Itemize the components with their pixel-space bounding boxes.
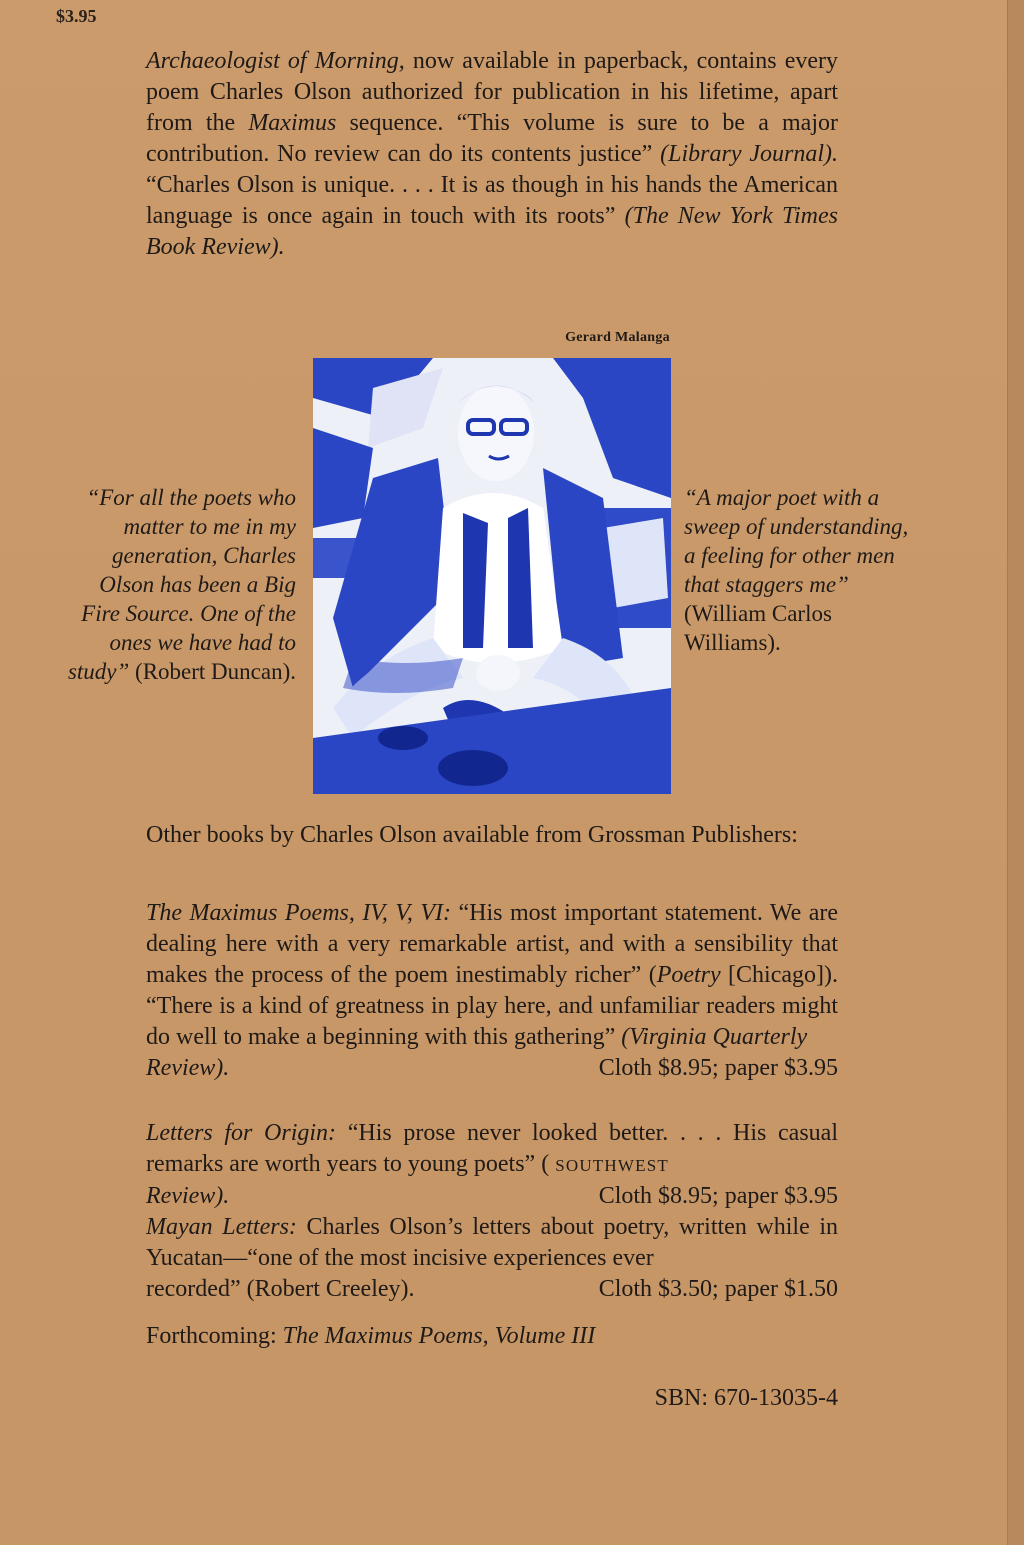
quote-william-carlos-williams: “A major poet with a sweep of understanding, a feeling for other men that staggers me” (William Carlos Williams).	[684, 485, 909, 655]
price-line: recorded” (Robert Creeley). Cloth $3.50; paper $1.50	[146, 1274, 838, 1305]
intro-paragraph: Archaeologist of Morning, now available in paperback, contains every poem Charles Olson authorized for publication in his lifetime, apart from the Maximus sequence. “This volume is sure to be a major contribution. No review can do its contents justice” (Library Journal). “Charles Olson is unique. . . . It is as though in his hands the American language is once again in touch with its roots” (The New York Times Book Review).	[146, 48, 838, 260]
book-title: Mayan Letters:	[146, 1214, 297, 1240]
quote-attribution: (William Carlos Williams).	[684, 601, 832, 655]
book-title: The Maximus Poems, IV, V, VI:	[146, 900, 452, 926]
sbn-number: SBN: 670-13035-4	[654, 1385, 838, 1411]
book-price: Cloth $8.95; paper $3.95	[598, 1183, 838, 1209]
photo-credit: Gerard Malanga	[565, 330, 670, 345]
quote-robert-duncan: “For all the poets who matter to me in my generation, Charles Olson has been a Big Fire Source. One of the ones we have had to study” (Robert Duncan).	[67, 485, 296, 684]
forthcoming-line: Forthcoming: The Maximus Poems, Volume III	[146, 1323, 596, 1349]
cover-edge	[1007, 0, 1024, 1545]
book-price: Cloth $8.95; paper $3.95	[598, 1055, 838, 1081]
quote-attribution: (Robert Duncan).	[129, 659, 296, 684]
author-photo	[313, 358, 671, 794]
review-source: (Library Journal).	[660, 141, 838, 167]
price-sticker: $3.95	[56, 6, 97, 26]
price-line: Review). Cloth $8.95; paper $3.95	[146, 1053, 838, 1084]
book-title: Letters for Origin:	[146, 1120, 337, 1146]
book-price: Cloth $3.50; paper $1.50	[598, 1276, 838, 1302]
review-source: (The New York Times Book Review).	[146, 203, 838, 260]
book-entry-maximus: The Maximus Poems, IV, V, VI: “His most important statement. We are dealing here with a very remarkable artist, and with a sensibility that makes the process of the poem inestimably richer” (Poetry [Chicago]). “There is a kind of greatness in play here, and unfamiliar readers might do well to make a beginning with this gathering” (Virginia Quarterly Review). Cloth $8.95; paper $3.95	[146, 898, 838, 1084]
book-title: The Maximus Poems, Volume III	[282, 1323, 596, 1349]
author-photo-image	[313, 358, 671, 794]
price-line: Review). Cloth $8.95; paper $3.95	[146, 1181, 838, 1212]
other-books-intro: Other books by Charles Olson available from Grossman Publishers:	[146, 822, 798, 848]
book-entry-mayan-letters: Mayan Letters: Charles Olson’s letters about poetry, written while in Yucatan—“one of the most incisive experiences ever recorded” (Robert Creeley). Cloth $3.50; paper $1.50	[146, 1212, 838, 1305]
book-entry-letters-for-origin: Letters for Origin: “His prose never looked better. . . . His casual remarks are worth years to young poets” ( SOUTHWEST Review). Cloth $8.95; paper $3.95	[146, 1118, 838, 1212]
book-title: Archaeologist of Morning,	[146, 48, 405, 74]
